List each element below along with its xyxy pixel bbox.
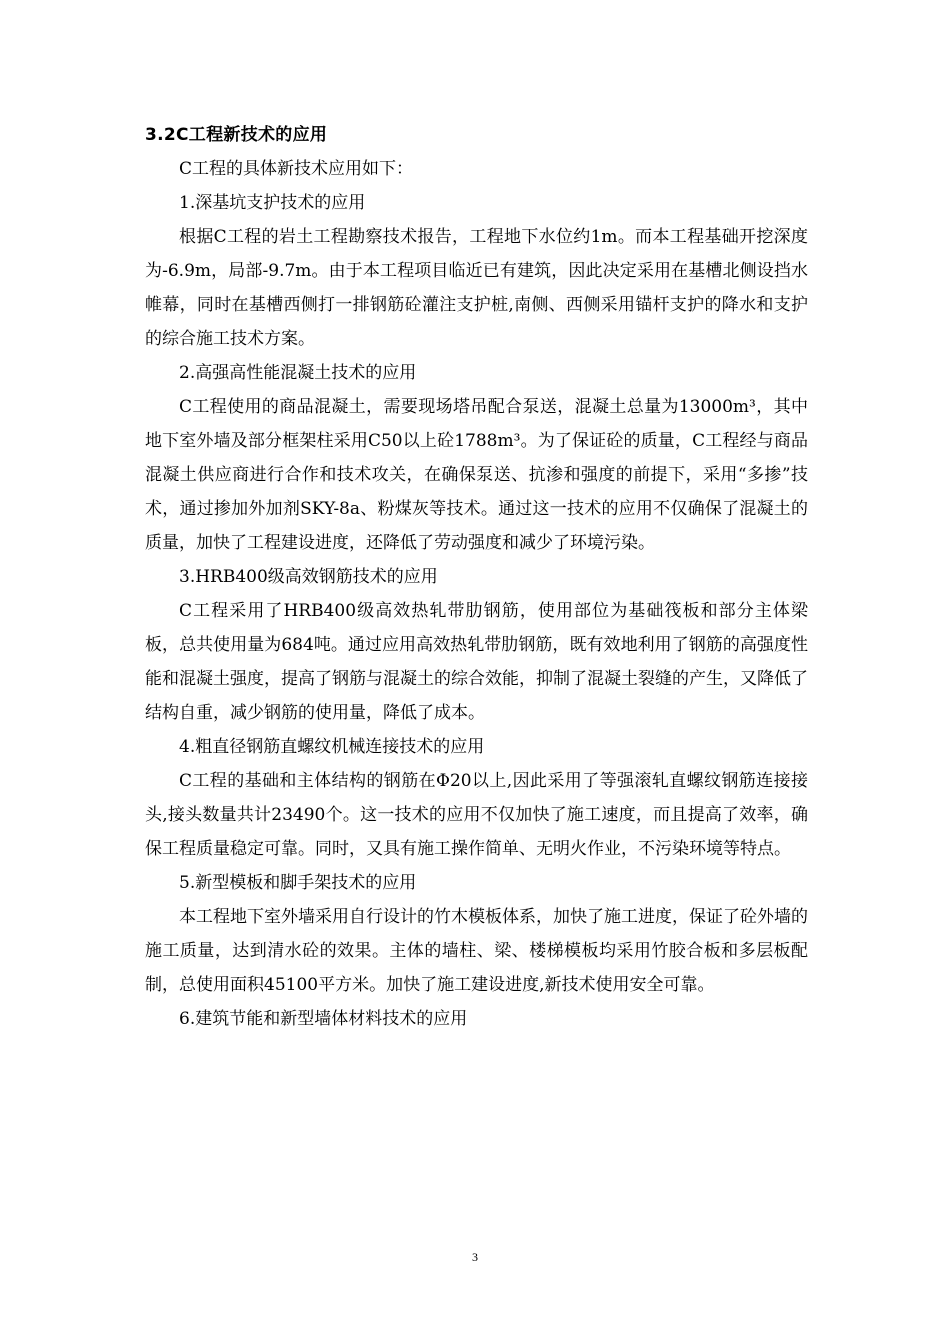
item-paragraph-4: C工程的基础和主体结构的钢筋在Φ20以上,因此采用了等强滚轧直螺纹钢筋连接接头,接头数量共计23490个。这一技术的应用不仅加快了施工速度，而且提高了效率，确保工程质量稳定可靠。同时，又具有施工操作简单、无明火作业，不污染环境等特点。	[145, 771, 808, 859]
item-heading-1: 1.深基坑支护技术的应用	[179, 193, 366, 213]
page-number: 3	[472, 1250, 478, 1264]
item-heading-6: 6.建筑节能和新型墙体材料技术的应用	[179, 1009, 468, 1029]
item-heading-4: 4.粗直径钢筋直螺纹机械连接技术的应用	[179, 737, 485, 757]
document-body	[145, 118, 808, 1036]
item-paragraph-1: 根据C工程的岩土工程勘察技术报告，工程地下水位约1m。而本工程基础开挖深度为-6.9m，局部-9.7m。由于本工程项目临近已有建筑，因此决定采用在基槽北侧设挡水帷幕，同时在基槽西侧打一排钢筋砼灌注支护桩,南侧、西侧采用锚杆支护的降水和支护的综合施工技术方案。	[145, 227, 808, 349]
item-heading-2: 2.高强高性能混凝土技术的应用	[179, 363, 417, 383]
item-heading-3: 3.HRB400级高效钢筋技术的应用	[179, 567, 438, 587]
item-paragraph-5: 本工程地下室外墙采用自行设计的竹木模板体系，加快了施工进度，保证了砼外墙的施工质量，达到清水砼的效果。主体的墙柱、梁、楼梯模板均采用竹胶合板和多层板配制，总使用面积45100平方米。加快了施工建设进度,新技术使用安全可靠。	[145, 907, 808, 995]
item-heading-5: 5.新型模板和脚手架技术的应用	[179, 873, 417, 893]
section-title: 3.2C工程新技术的应用	[145, 125, 328, 145]
intro-text: C工程的具体新技术应用如下：	[179, 159, 414, 179]
item-paragraph-2: C工程使用的商品混凝土，需要现场塔吊配合泵送，混凝土总量为13000m³，其中地下室外墙及部分框架柱采用C50以上砼1788m³。为了保证砼的质量，C工程经与商品混凝土供应商进行合作和技术攻关，在确保泵送、抗渗和强度的前提下，采用“多掺”技术，通过掺加外加剂SKY-8a、粉煤灰等技术。通过这一技术的应用不仅确保了混凝土的质量，加快了工程建设进度，还降低了劳动强度和减少了环境污染。	[145, 397, 808, 553]
item-paragraph-3: C工程采用了HRB400级高效热轧带肋钢筋，使用部位为基础筏板和部分主体梁板，总共使用量为684吨。通过应用高效热轧带肋钢筋，既有效地利用了钢筋的高强度性能和混凝土强度，提高了钢筋与混凝土的综合效能，抑制了混凝土裂缝的产生，又降低了结构自重，减少钢筋的使用量，降低了成本。	[145, 601, 808, 723]
